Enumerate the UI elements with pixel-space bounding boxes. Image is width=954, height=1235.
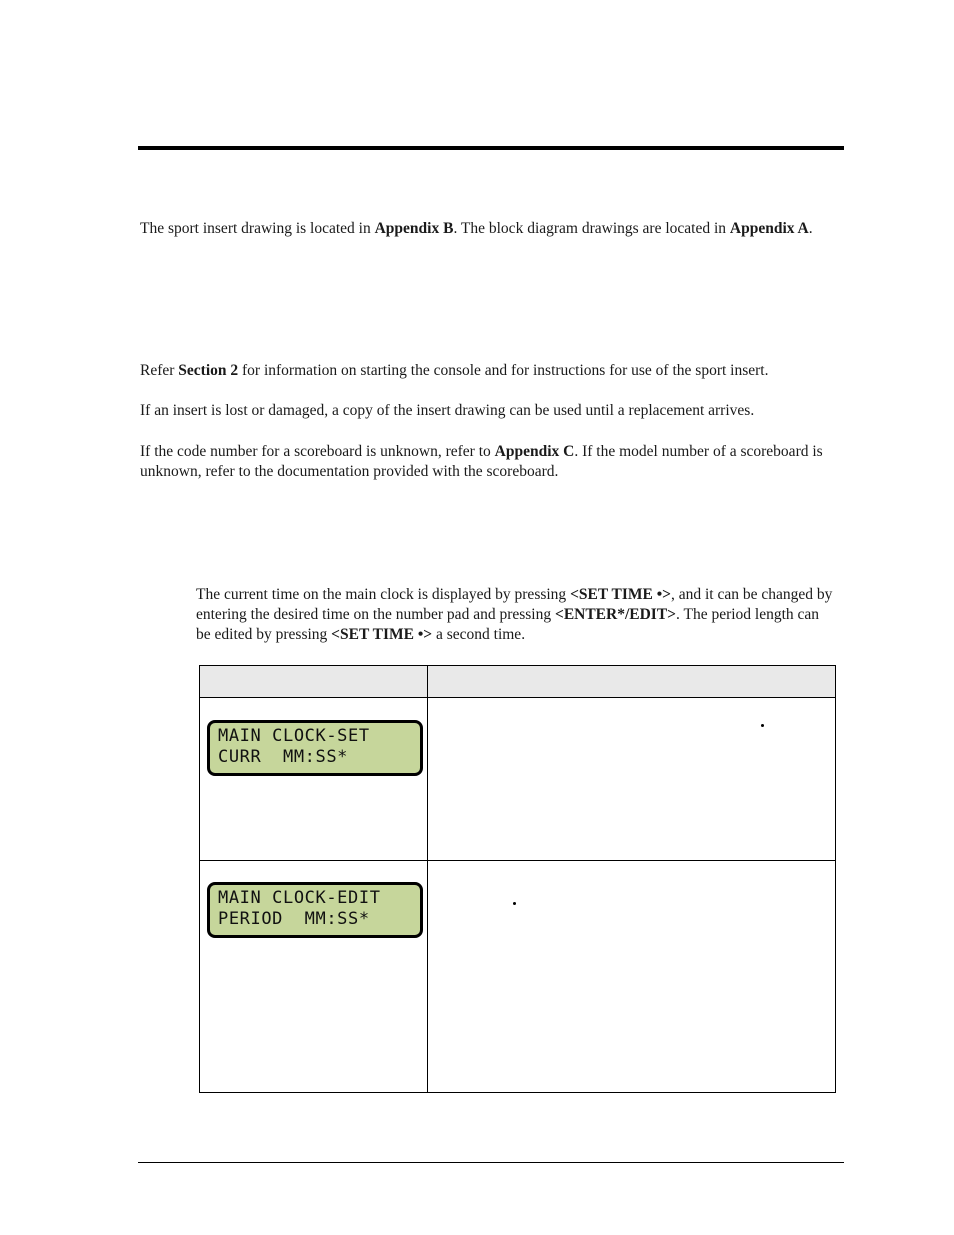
lcd-cell [200, 698, 428, 861]
dot-icon [761, 724, 764, 727]
lcd-line-1: MAIN CLOCK-SET [218, 726, 370, 747]
dot-icon [513, 902, 516, 905]
lcd-line-2: CURR MM:SS* [218, 747, 349, 768]
table-header-row [200, 666, 836, 698]
paragraph-code-number: If the code number for a scoreboard is unknown, refer to Appendix C. If the model number of a scoreboard is unknown, refer to the documentation provided with the scoreboard. [140, 443, 823, 480]
table-header-description [428, 666, 836, 698]
lcd-line-2: PERIOD MM:SS* [218, 909, 370, 930]
lcd-cell [200, 861, 428, 1093]
paragraph-insert-lost: If an insert is lost or damaged, a copy of the insert drawing can be used until a replacement arrives. [140, 402, 755, 419]
table-header-display [200, 666, 428, 698]
clock-settings-table [199, 665, 836, 1093]
description-cell [428, 861, 836, 1093]
description-cell [428, 698, 836, 861]
top-rule [138, 146, 844, 150]
lcd-display-main-clock-set [207, 720, 423, 776]
table-row [200, 698, 836, 861]
paragraph-set-time: The current time on the main clock is displayed by pressing <SET TIME •>, and it can be changed by entering the desired time on the number pad and pressing <ENTER*/EDIT>. The period length can be edited by pressing <SET TIME •> a second time. [196, 586, 833, 643]
paragraph-insert-drawing: The sport insert drawing is located in Appendix B. The block diagram drawings are located in Appendix A. [140, 220, 813, 237]
paragraph-section-ref: Refer Section 2 for information on starting the console and for instructions for use of the sport insert. [140, 362, 769, 379]
lcd-display-main-clock-edit [207, 882, 423, 938]
table-row [200, 861, 836, 1093]
bottom-rule [138, 1162, 844, 1163]
lcd-line-1: MAIN CLOCK-EDIT [218, 888, 381, 909]
